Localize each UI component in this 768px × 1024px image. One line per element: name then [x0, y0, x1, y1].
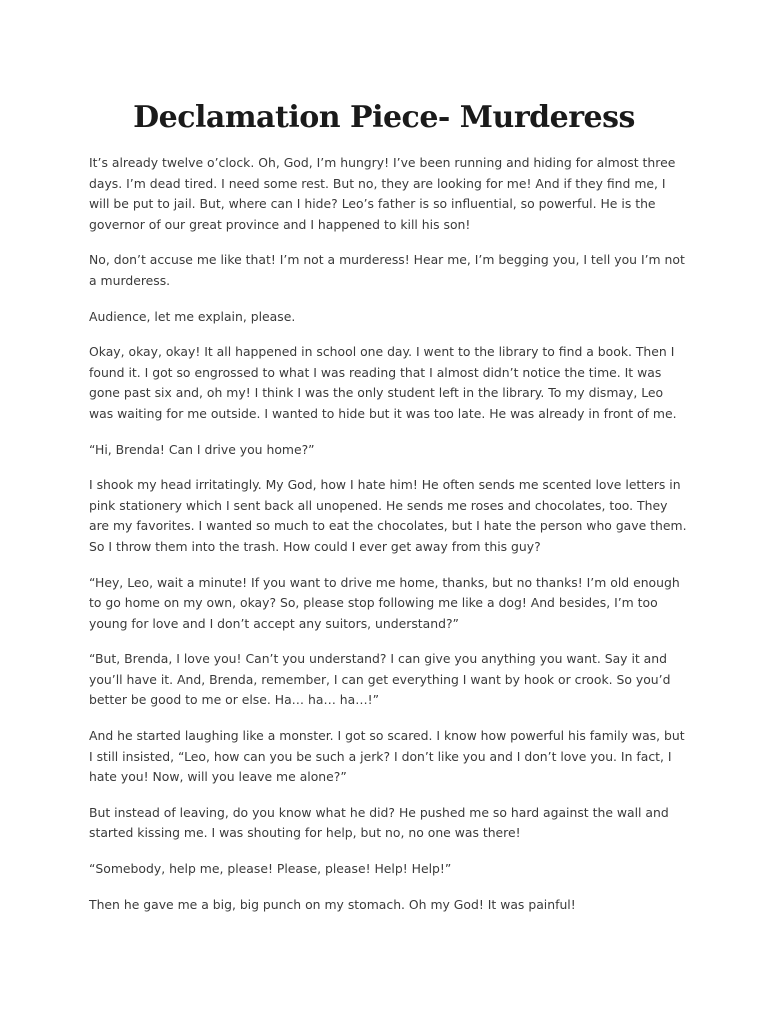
paragraph: “But, Brenda, I love you! Can’t you understand? I can give you anything you want. Say it and you’ll have it. And, Brenda, remember, I can get everything I want by hook or crook. So you’d better be good to me or else. Ha… ha… ha…!”: [89, 651, 671, 708]
paragraph: “Hey, Leo, wait a minute! If you want to drive me home, thanks, but no thanks! I’m old enough to go home on my own, okay? So, please stop following me like a dog! And besides, I’m too young for love and I don’t accept any suitors, understand?”: [89, 574, 680, 631]
document-title: Declamation Piece- Murderess: [133, 100, 635, 135]
paragraph: “Somebody, help me, please! Please, please! Help! Help!”: [89, 861, 452, 877]
paragraph: Then he gave me a big, big punch on my stomach. Oh my God! It was painful!: [89, 896, 576, 912]
paragraph: “Hi, Brenda! Can I drive you home?”: [89, 441, 315, 457]
paragraph: Okay, okay, okay! It all happened in school one day. I went to the library to find a book. Then I found it. I got so engrossed to what I was reading that I almost didn’t notice the time. It was gone past six and, oh my! I think I was the only student left in the library. To my dismay, Leo was waiting for me outside. I wanted to hide but it was too late. He was already in front of me.: [89, 344, 677, 421]
paragraph: Audience, let me explain, please.: [89, 308, 296, 324]
document-body: [89, 153, 687, 930]
paragraph: No, don’t accuse me like that! I’m not a murderess! Hear me, I’m begging you, I tell you I’m not a murderess.: [89, 252, 685, 288]
paragraph: But instead of leaving, do you know what he did? He pushed me so hard against the wall and started kissing me. I was shouting for help, but no, no one was there!: [89, 804, 669, 841]
paragraph: I shook my head irritatingly. My God, how I hate him! He often sends me scented love letters in pink stationery which I sent back all unopened. He sends me roses and chocolates, too. They are my favorites. I wanted so much to eat the chocolates, but I hate the person who gave them. So I throw them into the trash. How could I ever get away from this guy?: [89, 477, 687, 554]
paragraph: It’s already twelve o’clock. Oh, God, I’m hungry! I’ve been running and hiding for almost three days. I’m dead tired. I need some rest. But no, they are looking for me! And if they find me, I will be put to jail. But, where can I hide? Leo’s father is so influential, so powerful. He is the governor of our great province and I happened to kill his son!: [89, 155, 676, 232]
paragraph: And he started laughing like a monster. I got so scared. I know how powerful his family was, but I still insisted, “Leo, how can you be such a jerk? I don’t like you and I don’t love you. In fact, I hate you! Now, will you leave me alone?”: [89, 728, 685, 785]
